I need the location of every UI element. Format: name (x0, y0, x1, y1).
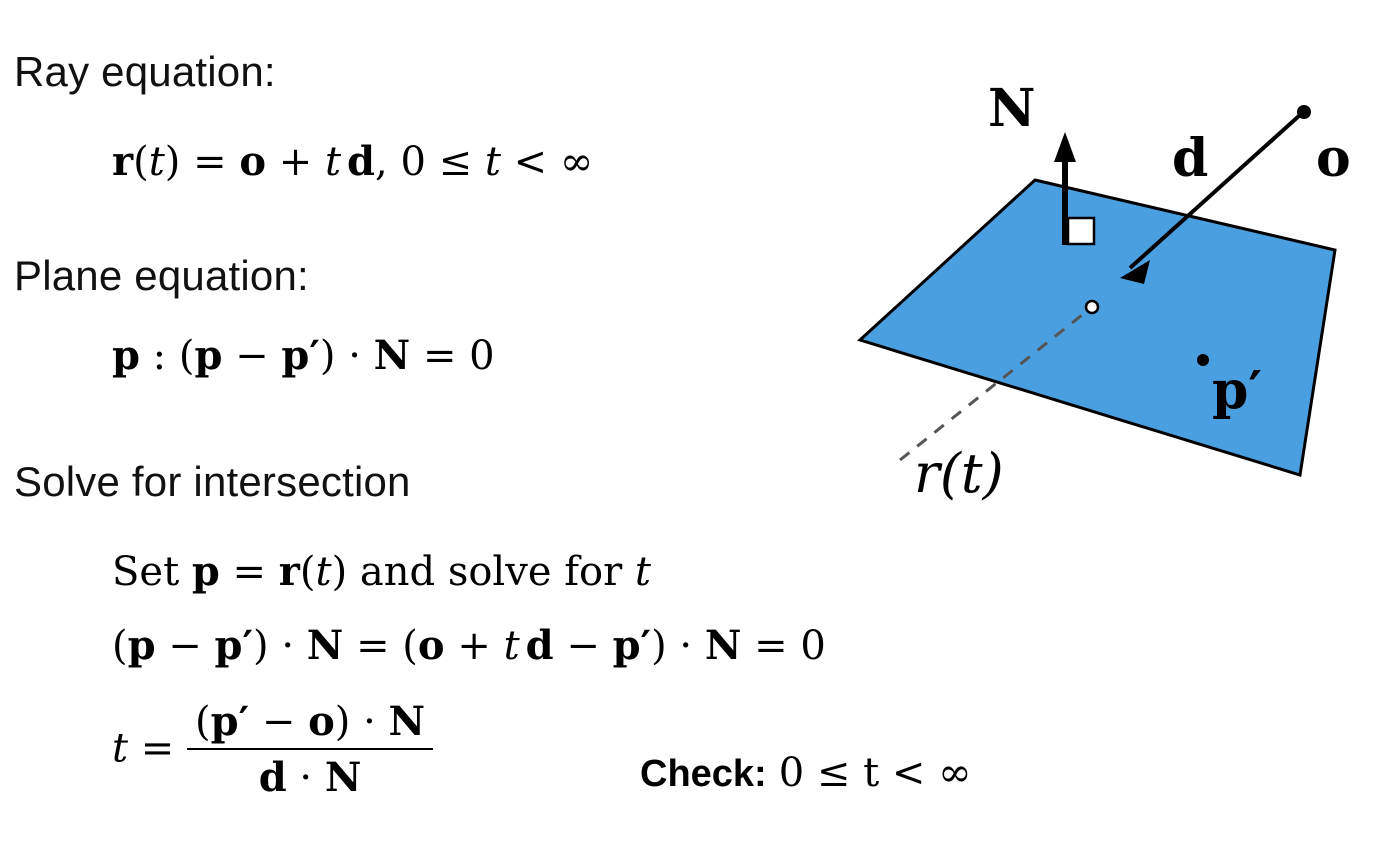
normal-arrowhead (1054, 132, 1076, 162)
step1-p: p (191, 548, 220, 595)
step2-pprime: p′ (214, 622, 254, 669)
plane-formula-minus: − (222, 333, 282, 379)
step1-eq: = (219, 549, 279, 595)
num-N: N (388, 698, 426, 745)
origin-label: o (1316, 128, 1351, 189)
step2-N1: N (306, 622, 344, 669)
step2-plus: + (444, 623, 504, 669)
ray-equation-formula (112, 138, 593, 185)
intersection-point (1086, 301, 1098, 313)
den-dot: · (286, 755, 325, 801)
step2-closedot: ) · (253, 623, 307, 669)
plane-formula-close: ) · (319, 333, 374, 379)
step2-d: d (525, 622, 554, 669)
step2-open: ( (112, 623, 128, 669)
ray-formula-t1: t (148, 139, 165, 185)
ray-formula-tail: < ∞ (500, 139, 594, 185)
origin-point (1297, 105, 1311, 119)
ray-formula-open: ( (133, 139, 149, 185)
step2-N2: N (704, 622, 742, 669)
plane-formula-p2: p (194, 332, 223, 379)
plane-equation-heading: Plane equation: (14, 252, 309, 299)
check-condition (640, 750, 971, 796)
step1-t: t (315, 549, 332, 595)
fraction-numerator (187, 698, 433, 747)
num-o: o (308, 698, 335, 745)
num-pprime: p′ (210, 698, 250, 745)
ray-formula-closeeq: ) = (164, 139, 240, 185)
ray-equation-heading: Ray equation: (14, 48, 276, 95)
ray-label: r(t) (914, 442, 1004, 505)
t-fraction (187, 698, 433, 801)
den-N: N (324, 754, 362, 801)
check-value: 0 ≤ t < ∞ (778, 750, 972, 796)
num-open: ( (195, 699, 211, 745)
step3-t: t (112, 725, 129, 772)
den-d: d (258, 754, 287, 801)
ray-formula-t3: t (484, 139, 501, 185)
ray-formula-plus: + (266, 139, 325, 185)
plane-equation-formula (112, 332, 495, 379)
step1-r: r (278, 548, 300, 595)
ray-formula-d: d (347, 138, 376, 185)
ray-formula-t2: t (324, 139, 342, 185)
ray-formula-o: o (239, 138, 267, 185)
step2-minus: − (155, 623, 215, 669)
direction-label: d (1172, 128, 1209, 189)
solve-heading: Solve for intersection (14, 458, 411, 505)
step2-close2: ) · (651, 623, 705, 669)
num-closedot: ) · (334, 699, 389, 745)
step2-pprime2: p′ (612, 622, 652, 669)
fraction-bar (187, 748, 433, 750)
step1-t2: t (634, 549, 651, 595)
ray-formula-r: r (112, 138, 134, 185)
plane-polygon (860, 180, 1335, 475)
ray-formula-comma: , 0 ≤ (375, 139, 485, 185)
solve-step-1 (112, 548, 651, 595)
solve-step-3 (112, 700, 433, 803)
plane-formula-p: p (112, 332, 140, 379)
step2-o: o (417, 622, 445, 669)
diagram-svg (820, 20, 1380, 540)
pprime-point (1197, 354, 1209, 366)
normal-label: N (988, 78, 1036, 139)
plane-formula-colon: : ( (139, 333, 195, 379)
plane-formula-N: N (373, 332, 411, 379)
step2-minus2: − (553, 623, 613, 669)
plane-formula-pprime: p′ (281, 332, 320, 379)
step1-open: ( (299, 549, 316, 595)
step3-equals: = (128, 725, 188, 772)
check-label: Check: (640, 753, 767, 795)
step2-eq1: = ( (343, 623, 418, 669)
fraction-denominator (187, 752, 433, 801)
step1-set: Set (112, 549, 192, 595)
right-angle-marker (1068, 218, 1094, 244)
step1-solvefor: ) and solve for (331, 549, 635, 595)
num-minus: − (249, 699, 309, 745)
step2-t: t (503, 623, 520, 669)
plane-formula-eq: = 0 (410, 333, 495, 379)
ray-plane-diagram (820, 20, 1380, 540)
step2-p: p (127, 622, 156, 669)
solve-step-2 (112, 622, 826, 669)
pprime-label: p′ (1212, 360, 1263, 421)
step2-eq2: = 0 (741, 623, 826, 669)
